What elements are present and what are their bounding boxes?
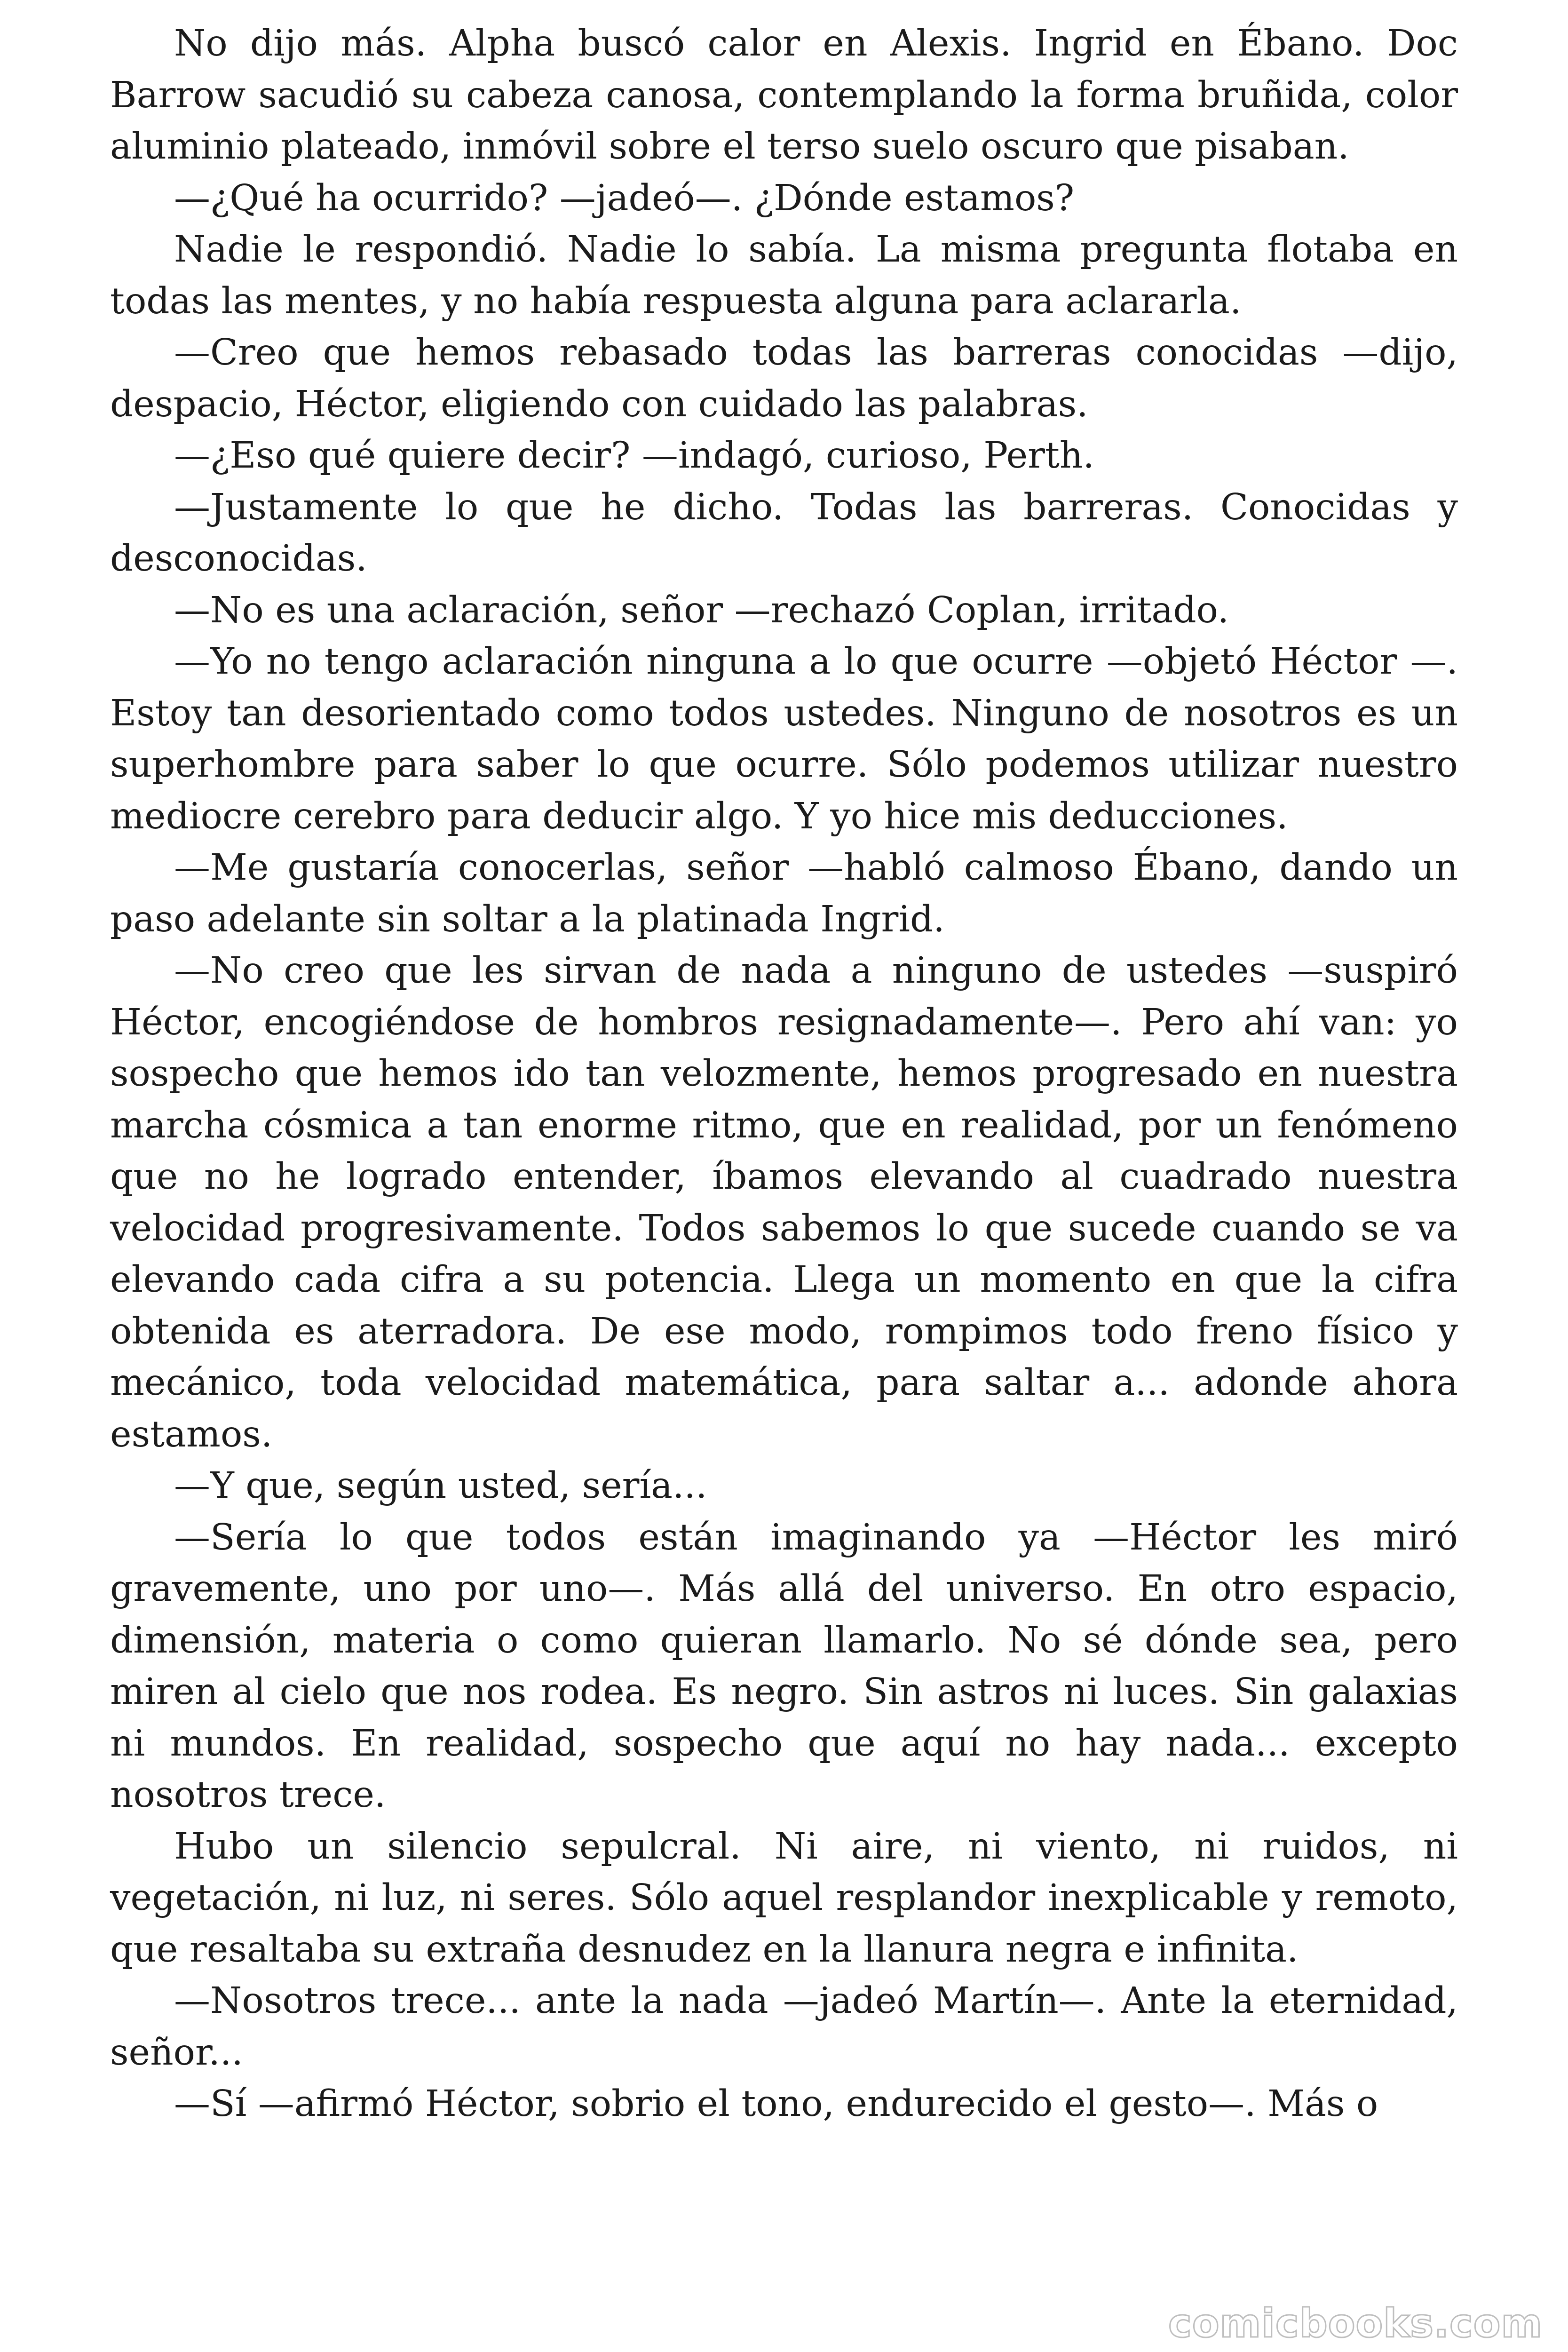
paragraph: —Nosotros trece... ante la nada —jadeó Martín—. Ante la eternidad, señor... (110, 1980, 1458, 2074)
paragraph: —Justamente lo que he dicho. Todas las barreras. Conocidas y desconocidas. (110, 486, 1458, 580)
paragraph: —Yo no tengo aclaración ninguna a lo que ocurre —objetó Héctor —. Estoy tan desorientado como todos ustedes. Ninguno de nosotros es un superhombre para saber lo que ocurre. Sólo podemos utilizar nuestro mediocre cerebro para deducir algo. Y yo hice mis deducciones. (110, 641, 1458, 837)
paragraph: —Me gustaría conocerlas, señor —habló calmoso Ébano, dando un paso adelante sin soltar a la platinada Ingrid. (110, 847, 1458, 940)
paragraph: No dijo más. Alpha buscó calor en Alexis. Ingrid en Ébano. Doc Barrow sacudió su cabeza canosa, contemplando la forma bruñida, color aluminio plateado, inmóvil sobre el terso suelo oscuro que pisaban. (110, 23, 1458, 167)
paragraph: —Creo que hemos rebasado todas las barreras conocidas —dijo, despacio, Héctor, eligiendo con cuidado las palabras. (110, 332, 1458, 425)
paragraph: Hubo un silencio sepulcral. Ni aire, ni viento, ni ruidos, ni vegetación, ni luz, ni seres. Sólo aquel resplandor inexplicable y remoto, que resaltaba su extraña desnudez en la llanura negra e infinita. (110, 1825, 1458, 1971)
paragraph: —Y que, según usted, sería... (174, 1465, 707, 1507)
paragraph: —No creo que les sirvan de nada a ninguno de ustedes —suspiró Héctor, encogiéndose de hombros resignadamente—. Pero ahí van: yo sospecho que hemos ido tan velozmente, hemos progresado en nuestra marcha cósmica a tan enorme ritmo, que en realidad, por un fenómeno que no he logrado entender, íbamos elevando al cuadrado nuestra velocidad progresivamente. Todos sabemos lo que sucede cuando se va elevando cada cifra a su potencia. Llega un momento en que la cifra obtenida es aterradora. De ese modo, rompimos todo freno físico y mecánico, toda velocidad matemática, para saltar a... adonde ahora estamos. (110, 950, 1458, 1455)
paragraph: —Sí —afirmó Héctor, sobrio el tono, endurecido el gesto—. Más o (174, 2083, 1378, 2125)
paragraph: —Sería lo que todos están imaginando ya —Héctor les miró gravemente, uno por uno—. Más allá del universo. En otro espacio, dimensión, materia o como quieran llamarlo. No sé dónde sea, pero miren al cielo que nos rodea. Es negro. Sin astros ni luces. Sin galaxias ni mundos. En realidad, sospecho que aquí no hay nada... excepto nosotros trece. (110, 1516, 1458, 1816)
paragraph: —¿Qué ha ocurrido? —jadeó—. ¿Dónde estamos? (174, 177, 1075, 219)
watermark: comicbooks.com (1168, 2300, 1543, 2346)
paragraph: —¿Eso qué quiere decir? —indagó, curioso, Perth. (174, 435, 1094, 477)
paragraph: Nadie le respondió. Nadie lo sabía. La misma pregunta flotaba en todas las mentes, y no había respuesta alguna para aclararla. (110, 229, 1458, 322)
paragraph: —No es una aclaración, señor —rechazó Coplan, irritado. (174, 589, 1229, 631)
page-text (110, 18, 1458, 2130)
